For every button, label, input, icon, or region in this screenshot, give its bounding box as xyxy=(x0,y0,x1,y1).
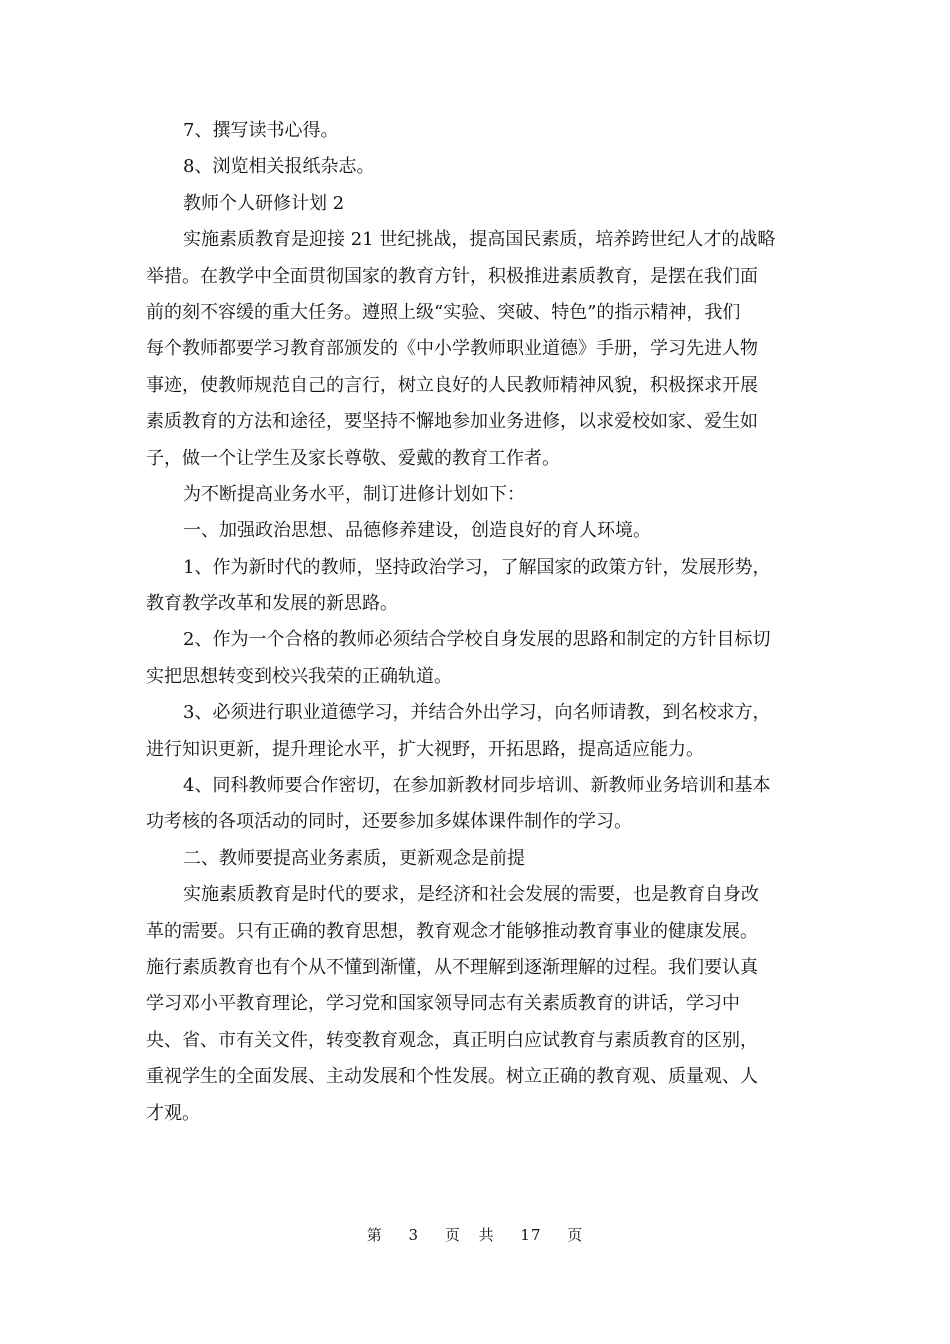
text-line: 学习邓小平教育理论，学习党和国家领导同志有关素质教育的讲话，学习中 xyxy=(146,993,740,1015)
footer-page-number: 3 xyxy=(408,1226,420,1244)
footer-di: 第 xyxy=(366,1226,383,1244)
page-footer xyxy=(0,1224,950,1245)
text-line: 央、省、市有关文件，转变教育观念，真正明白应试教育与素质教育的区别， xyxy=(146,1029,758,1051)
text-line: 为不断提高业务水平，制订进修计划如下： xyxy=(183,483,525,505)
text-line: 二、教师要提高业务素质，更新观念是前提 xyxy=(183,847,525,869)
footer-ye-end: 页 xyxy=(567,1226,584,1244)
text-line: 实施素质教育是时代的要求，是经济和社会发展的需要，也是教育自身改 xyxy=(183,884,759,906)
footer-total-pages: 17 xyxy=(520,1226,542,1244)
text-line: 3、必须进行职业道德学习，并结合外出学习，向名师请教，到名校求方， xyxy=(183,702,771,724)
text-line: 重视学生的全面发展、主动发展和个性发展。树立正确的教育观、质量观、人 xyxy=(146,1066,758,1088)
text-line: 才观。 xyxy=(146,1102,200,1124)
text-line: 教育教学改革和发展的新思路。 xyxy=(146,593,398,615)
text-line: 举措。在教学中全面贯彻国家的教育方针，积极推进素质教育，是摆在我们面 xyxy=(146,265,758,287)
text-line: 7、撰写读书心得。 xyxy=(183,120,339,141)
text-line: 革的需要。只有正确的教育思想，教育观念才能够推动教育事业的健康发展。 xyxy=(146,920,758,942)
text-line: 4、同科教师要合作密切，在参加新教材同步培训、新教师业务培训和基本 xyxy=(183,775,771,797)
text-line: 功考核的各项活动的同时，还要参加多媒体课件制作的学习。 xyxy=(146,811,632,833)
text-line: 每个教师都要学习教育部颁发的《中小学教师职业道德》手册，学习先进人物 xyxy=(146,338,758,360)
text-line: 前的刻不容缓的重大任务。遵照上级“实验、突破、特色”的指示精神，我们 xyxy=(146,301,741,323)
footer-ye: 页 xyxy=(444,1226,461,1244)
text-line: 教师个人研修计划 2 xyxy=(183,192,345,214)
text-line: 素质教育的方法和途径，要坚持不懈地参加业务进修，以求爱校如家、爱生如 xyxy=(146,411,758,433)
document-body xyxy=(146,113,806,1132)
text-line: 8、浏览相关报纸杂志。 xyxy=(183,156,375,178)
text-line: 1、作为新时代的教师，坚持政治学习，了解国家的政策方针，发展形势， xyxy=(183,556,771,578)
text-line: 实施素质教育是迎接 21 世纪挑战，提高国民素质，培养跨世纪人才的战略 xyxy=(183,229,776,251)
text-line: 实把思想转变到校兴我荣的正确轨道。 xyxy=(146,665,452,687)
text-line: 进行知识更新，提升理论水平，扩大视野，开拓思路，提高适应能力。 xyxy=(146,738,704,760)
text-line: 施行素质教育也有个从不懂到渐懂，从不理解到逐渐理解的过程。我们要认真 xyxy=(146,956,758,978)
text-line: 2、作为一个合格的教师必须结合学校自身发展的思路和制定的方针目标切 xyxy=(183,629,771,651)
text-line: 一、加强政治思想、品德修养建设，创造良好的育人环境。 xyxy=(183,520,651,542)
footer-gong: 共 xyxy=(478,1226,495,1244)
text-line: 事迹，使教师规范自己的言行，树立良好的人民教师精神风貌，积极探求开展 xyxy=(146,374,758,396)
text-line: 子，做一个让学生及家长尊敬、爱戴的教育工作者。 xyxy=(146,447,560,469)
